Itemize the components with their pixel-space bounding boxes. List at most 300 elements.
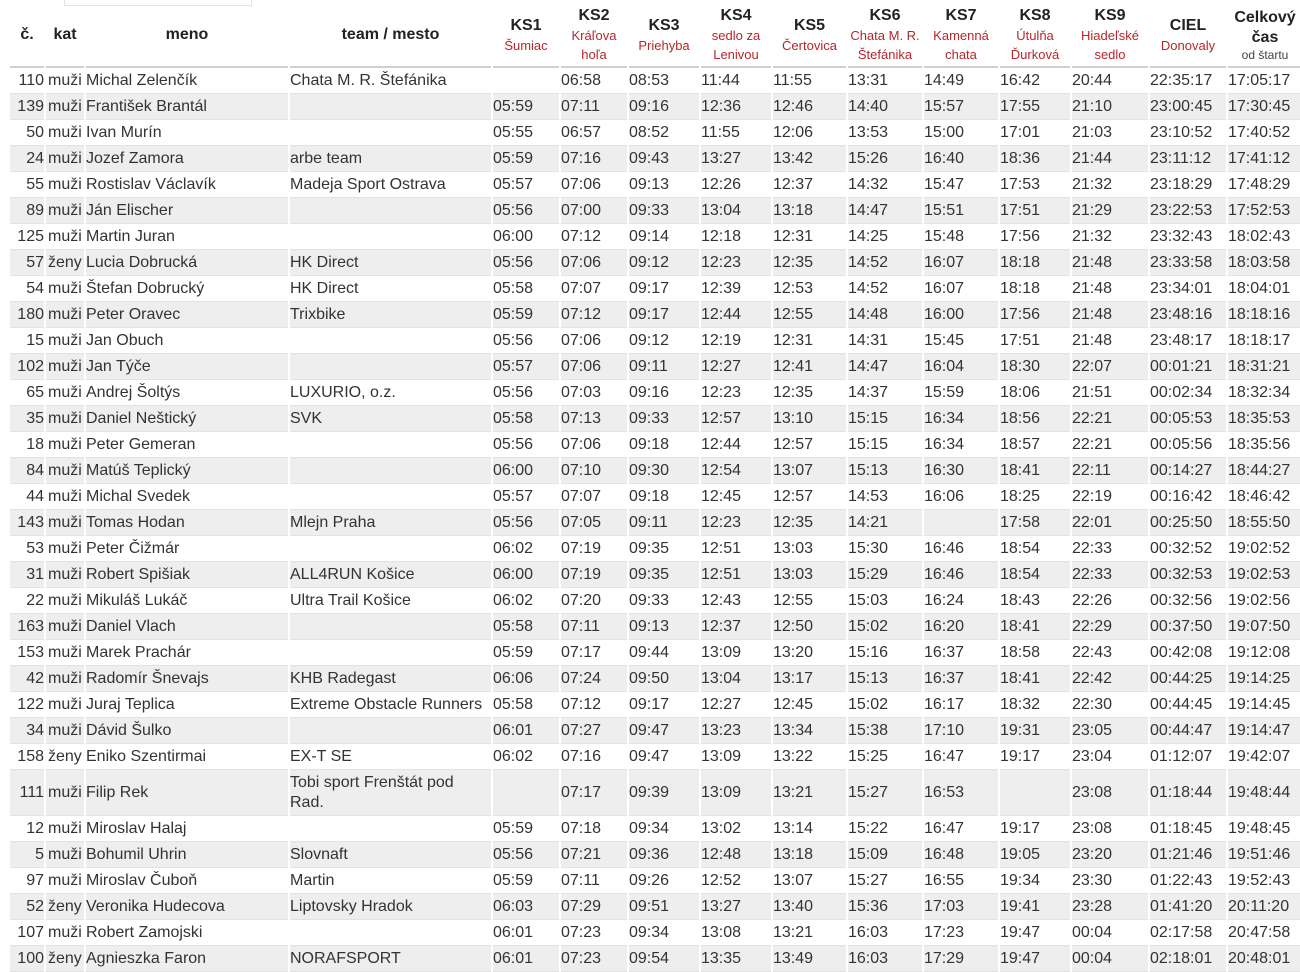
cell-ks7: 16:20 bbox=[924, 614, 998, 640]
cell-ks7: 16:07 bbox=[924, 276, 998, 302]
column-header-num bbox=[10, 4, 44, 68]
cell-ks8: 17:56 bbox=[1000, 302, 1070, 328]
cell-ks4: 12:44 bbox=[701, 302, 771, 328]
cell-num: 24 bbox=[10, 146, 44, 172]
cell-ks8 bbox=[1000, 770, 1070, 816]
cell-ks7: 14:49 bbox=[924, 68, 998, 94]
column-header-ks9 bbox=[1072, 4, 1148, 68]
cell-ks2: 07:11 bbox=[561, 868, 627, 894]
checkpoint-location: Priehyba bbox=[638, 37, 690, 53]
cell-team bbox=[290, 354, 491, 380]
cell-ks4: 12:23 bbox=[701, 510, 771, 536]
cell-ks2: 07:23 bbox=[561, 946, 627, 972]
cell-name: Jozef Zamora bbox=[86, 146, 288, 172]
cell-total: 18:35:53 bbox=[1228, 406, 1300, 432]
cell-ks5: 13:07 bbox=[773, 458, 846, 484]
cell-total: 19:14:25 bbox=[1228, 666, 1300, 692]
cell-ciel: 00:32:53 bbox=[1150, 562, 1226, 588]
cell-ks1: 06:02 bbox=[493, 588, 559, 614]
cell-ks6: 13:31 bbox=[848, 68, 922, 94]
cell-ks6: 15:27 bbox=[848, 868, 922, 894]
cell-num: 111 bbox=[10, 770, 44, 816]
column-header-team bbox=[290, 4, 491, 68]
cell-name: Dávid Šulko bbox=[86, 718, 288, 744]
cell-total: 19:12:08 bbox=[1228, 640, 1300, 666]
cell-ks1: 05:59 bbox=[493, 816, 559, 842]
table-row bbox=[10, 666, 1300, 692]
cell-ciel: 00:42:08 bbox=[1150, 640, 1226, 666]
cell-ks1: 05:59 bbox=[493, 302, 559, 328]
cell-ks6: 15:15 bbox=[848, 406, 922, 432]
cell-num: 52 bbox=[10, 894, 44, 920]
cell-kat: muži bbox=[46, 276, 84, 302]
cell-ks8: 17:53 bbox=[1000, 172, 1070, 198]
cell-ks6: 15:38 bbox=[848, 718, 922, 744]
cell-ks5: 12:50 bbox=[773, 614, 846, 640]
cell-ks9: 00:04 bbox=[1072, 946, 1148, 972]
cell-ks4: 12:23 bbox=[701, 380, 771, 406]
cell-ciel: 23:33:58 bbox=[1150, 250, 1226, 276]
cell-num: 110 bbox=[10, 68, 44, 94]
checkpoint-location: Hiadeľské sedlo bbox=[1081, 28, 1139, 62]
cell-ks3: 09:18 bbox=[629, 484, 699, 510]
cell-ks4: 12:57 bbox=[701, 406, 771, 432]
cell-ks1: 06:02 bbox=[493, 744, 559, 770]
cell-team: ALL4RUN Košice bbox=[290, 562, 491, 588]
cell-ks4: 11:55 bbox=[701, 120, 771, 146]
cell-team bbox=[290, 718, 491, 744]
cell-ks2: 07:27 bbox=[561, 718, 627, 744]
cell-ks1: 05:59 bbox=[493, 94, 559, 120]
cell-ks7: 15:51 bbox=[924, 198, 998, 224]
cell-total: 18:44:27 bbox=[1228, 458, 1300, 484]
cell-num: 122 bbox=[10, 692, 44, 718]
cell-ks1: 05:57 bbox=[493, 354, 559, 380]
cell-kat: muži bbox=[46, 328, 84, 354]
cell-ciel: 00:44:25 bbox=[1150, 666, 1226, 692]
cell-ks1: 06:01 bbox=[493, 946, 559, 972]
cell-ks9: 23:20 bbox=[1072, 842, 1148, 868]
column-header-ks7 bbox=[924, 4, 998, 68]
column-header-label: KS1 bbox=[510, 16, 542, 34]
cell-name: Daniel Neštický bbox=[86, 406, 288, 432]
cell-name: Andrej Šoltýs bbox=[86, 380, 288, 406]
cell-ks4: 13:09 bbox=[701, 640, 771, 666]
cell-ks1: 06:00 bbox=[493, 562, 559, 588]
cell-ks8: 18:18 bbox=[1000, 250, 1070, 276]
cell-total: 19:02:56 bbox=[1228, 588, 1300, 614]
cell-team bbox=[290, 614, 491, 640]
cell-ks4: 12:52 bbox=[701, 868, 771, 894]
cell-ks6: 15:25 bbox=[848, 744, 922, 770]
cell-kat: muži bbox=[46, 920, 84, 946]
cell-ks3: 09:36 bbox=[629, 842, 699, 868]
cell-name: František Brantál bbox=[86, 94, 288, 120]
cell-ks1: 06:00 bbox=[493, 224, 559, 250]
cell-team bbox=[290, 640, 491, 666]
table-row bbox=[10, 894, 1300, 920]
cell-ks1: 05:56 bbox=[493, 380, 559, 406]
cell-ks2: 07:12 bbox=[561, 224, 627, 250]
cell-name: Agnieszka Faron bbox=[86, 946, 288, 972]
cell-ks6: 15:13 bbox=[848, 666, 922, 692]
cell-ks6: 14:31 bbox=[848, 328, 922, 354]
cell-ks8: 17:01 bbox=[1000, 120, 1070, 146]
cell-num: 53 bbox=[10, 536, 44, 562]
cell-ks2: 07:24 bbox=[561, 666, 627, 692]
column-header-label: KS2 bbox=[578, 7, 610, 24]
cell-ciel: 23:48:17 bbox=[1150, 328, 1226, 354]
cell-ks1: 05:58 bbox=[493, 692, 559, 718]
cell-name: Ivan Murín bbox=[86, 120, 288, 146]
cell-team: SVK bbox=[290, 406, 491, 432]
cell-kat: ženy bbox=[46, 744, 84, 770]
cell-num: 139 bbox=[10, 94, 44, 120]
cell-ks7: 15:45 bbox=[924, 328, 998, 354]
cell-name: Štefan Dobrucký bbox=[86, 276, 288, 302]
cell-ks6: 14:21 bbox=[848, 510, 922, 536]
cell-ks2: 06:58 bbox=[561, 68, 627, 94]
cell-ks9: 23:05 bbox=[1072, 718, 1148, 744]
cell-ks3: 09:18 bbox=[629, 432, 699, 458]
cell-ks9: 21:29 bbox=[1072, 198, 1148, 224]
cell-ks2: 07:18 bbox=[561, 816, 627, 842]
cell-ciel: 01:18:45 bbox=[1150, 816, 1226, 842]
cell-ks8: 17:51 bbox=[1000, 198, 1070, 224]
cell-ks9: 20:44 bbox=[1072, 68, 1148, 94]
cell-ks4: 12:44 bbox=[701, 432, 771, 458]
cell-ks7: 15:47 bbox=[924, 172, 998, 198]
cell-ks2: 07:07 bbox=[561, 484, 627, 510]
cell-num: 153 bbox=[10, 640, 44, 666]
checkpoint-location: Šumiac bbox=[504, 37, 548, 53]
cell-name: Eniko Szentirmai bbox=[86, 744, 288, 770]
cell-ks3: 08:52 bbox=[629, 120, 699, 146]
cell-ks6: 16:03 bbox=[848, 920, 922, 946]
column-header-ks2 bbox=[561, 4, 627, 68]
column-header-ks6 bbox=[848, 4, 922, 68]
cell-ks3: 09:26 bbox=[629, 868, 699, 894]
cell-name: Bohumil Uhrin bbox=[86, 842, 288, 868]
cell-ks1: 05:56 bbox=[493, 510, 559, 536]
cell-ks4: 12:43 bbox=[701, 588, 771, 614]
cell-ks6: 15:09 bbox=[848, 842, 922, 868]
cell-ks2: 07:11 bbox=[561, 614, 627, 640]
cell-ks2: 07:12 bbox=[561, 302, 627, 328]
cell-kat: muži bbox=[46, 94, 84, 120]
cell-ks8: 19:41 bbox=[1000, 894, 1070, 920]
cell-ks7: 16:00 bbox=[924, 302, 998, 328]
cell-num: 55 bbox=[10, 172, 44, 198]
table-header bbox=[10, 4, 1300, 68]
cell-ks6: 13:53 bbox=[848, 120, 922, 146]
cell-ciel: 23:18:29 bbox=[1150, 172, 1226, 198]
cell-ks8: 19:47 bbox=[1000, 946, 1070, 972]
cell-ciel: 00:25:50 bbox=[1150, 510, 1226, 536]
cell-ks1: 05:56 bbox=[493, 198, 559, 224]
cell-ks1: 05:58 bbox=[493, 276, 559, 302]
column-header-ks3 bbox=[629, 4, 699, 68]
cell-ks8: 17:51 bbox=[1000, 328, 1070, 354]
cell-ks5: 13:03 bbox=[773, 562, 846, 588]
cell-total: 18:35:56 bbox=[1228, 432, 1300, 458]
cell-ks8: 19:17 bbox=[1000, 744, 1070, 770]
table-row bbox=[10, 250, 1300, 276]
column-header-kat bbox=[46, 4, 84, 68]
column-header-ks5 bbox=[773, 4, 846, 68]
cell-ks9: 22:33 bbox=[1072, 536, 1148, 562]
cell-team: Ultra Trail Košice bbox=[290, 588, 491, 614]
cell-ks1: 06:01 bbox=[493, 920, 559, 946]
cell-ciel: 01:22:43 bbox=[1150, 868, 1226, 894]
cell-ciel: 00:05:53 bbox=[1150, 406, 1226, 432]
cell-ks6: 15:22 bbox=[848, 816, 922, 842]
cell-ks2: 07:12 bbox=[561, 692, 627, 718]
cell-ks7: 16:37 bbox=[924, 666, 998, 692]
cell-ks9: 21:51 bbox=[1072, 380, 1148, 406]
cell-num: 15 bbox=[10, 328, 44, 354]
cell-ks3: 09:43 bbox=[629, 146, 699, 172]
cell-kat: muži bbox=[46, 354, 84, 380]
cell-ciel: 00:32:52 bbox=[1150, 536, 1226, 562]
cell-ks1: 06:06 bbox=[493, 666, 559, 692]
cell-ks3: 09:35 bbox=[629, 536, 699, 562]
cell-ks8: 19:17 bbox=[1000, 816, 1070, 842]
cell-ks4: 13:08 bbox=[701, 920, 771, 946]
cell-num: 180 bbox=[10, 302, 44, 328]
cell-ks7: 16:04 bbox=[924, 354, 998, 380]
cell-name: Filip Rek bbox=[86, 770, 288, 816]
cell-ks1: 05:59 bbox=[493, 146, 559, 172]
cell-ks7: 16:46 bbox=[924, 562, 998, 588]
checkpoint-location: Donovaly bbox=[1160, 37, 1216, 53]
cell-ks5: 12:57 bbox=[773, 484, 846, 510]
table-row bbox=[10, 744, 1300, 770]
cell-ciel: 23:32:43 bbox=[1150, 224, 1226, 250]
cell-ks9: 21:03 bbox=[1072, 120, 1148, 146]
cell-ks7: 16:30 bbox=[924, 458, 998, 484]
cell-ks7: 15:57 bbox=[924, 94, 998, 120]
cell-ks7 bbox=[924, 510, 998, 536]
cell-ks3: 09:17 bbox=[629, 692, 699, 718]
cell-total: 20:47:58 bbox=[1228, 920, 1300, 946]
table-row bbox=[10, 614, 1300, 640]
cell-team bbox=[290, 328, 491, 354]
cell-ks6: 15:30 bbox=[848, 536, 922, 562]
cell-num: 22 bbox=[10, 588, 44, 614]
cell-num: 18 bbox=[10, 432, 44, 458]
table-row bbox=[10, 920, 1300, 946]
column-header-name bbox=[86, 4, 288, 68]
cell-kat: muži bbox=[46, 842, 84, 868]
column-header-label: č. bbox=[20, 26, 34, 43]
cell-kat: muži bbox=[46, 224, 84, 250]
cell-ks8: 18:41 bbox=[1000, 458, 1070, 484]
column-header-label: KS9 bbox=[1094, 7, 1126, 24]
cell-ks9: 00:04 bbox=[1072, 920, 1148, 946]
cell-ks8: 18:41 bbox=[1000, 614, 1070, 640]
cell-ks8: 18:36 bbox=[1000, 146, 1070, 172]
cell-ks1 bbox=[493, 68, 559, 94]
cell-team: Martin bbox=[290, 868, 491, 894]
cell-name: Michal Svedek bbox=[86, 484, 288, 510]
column-header-ks8 bbox=[1000, 4, 1070, 68]
cell-kat: muži bbox=[46, 614, 84, 640]
cell-num: 50 bbox=[10, 120, 44, 146]
cell-team bbox=[290, 94, 491, 120]
cell-total: 18:32:34 bbox=[1228, 380, 1300, 406]
cell-ks2: 07:16 bbox=[561, 146, 627, 172]
cell-ks5: 13:40 bbox=[773, 894, 846, 920]
cell-ks5: 11:55 bbox=[773, 68, 846, 94]
cell-ks2: 07:19 bbox=[561, 536, 627, 562]
cell-team bbox=[290, 224, 491, 250]
cell-team bbox=[290, 198, 491, 224]
cell-ks8: 19:05 bbox=[1000, 842, 1070, 868]
cell-ks6: 14:52 bbox=[848, 276, 922, 302]
cell-ks9: 22:30 bbox=[1072, 692, 1148, 718]
cell-team: KHB Radegast bbox=[290, 666, 491, 692]
cell-ks7: 17:29 bbox=[924, 946, 998, 972]
cell-ks6: 15:29 bbox=[848, 562, 922, 588]
cell-ks2: 06:57 bbox=[561, 120, 627, 146]
cell-ks5: 12:46 bbox=[773, 94, 846, 120]
cell-ks3: 09:11 bbox=[629, 354, 699, 380]
cell-num: 84 bbox=[10, 458, 44, 484]
cell-ks2: 07:07 bbox=[561, 276, 627, 302]
cell-kat: muži bbox=[46, 146, 84, 172]
cell-team: Tobi sport Frenštát pod Rad. bbox=[290, 770, 491, 816]
cell-ks8: 19:47 bbox=[1000, 920, 1070, 946]
cell-ciel: 02:17:58 bbox=[1150, 920, 1226, 946]
cell-ks8: 18:25 bbox=[1000, 484, 1070, 510]
cell-team bbox=[290, 432, 491, 458]
cell-ks8: 18:54 bbox=[1000, 536, 1070, 562]
cell-num: 44 bbox=[10, 484, 44, 510]
cell-ciel: 23:34:01 bbox=[1150, 276, 1226, 302]
cell-ks5: 12:06 bbox=[773, 120, 846, 146]
table-row bbox=[10, 94, 1300, 120]
cell-ks5: 13:10 bbox=[773, 406, 846, 432]
column-header-label: KS3 bbox=[648, 16, 680, 34]
cell-ks4: 13:35 bbox=[701, 946, 771, 972]
cell-ks6: 15:26 bbox=[848, 146, 922, 172]
cell-ks7: 15:48 bbox=[924, 224, 998, 250]
cell-ks9: 21:32 bbox=[1072, 224, 1148, 250]
cell-ks6: 15:13 bbox=[848, 458, 922, 484]
cell-total: 18:18:16 bbox=[1228, 302, 1300, 328]
cell-ks8: 18:57 bbox=[1000, 432, 1070, 458]
cell-num: 34 bbox=[10, 718, 44, 744]
cell-ks2: 07:16 bbox=[561, 744, 627, 770]
cell-total: 19:14:47 bbox=[1228, 718, 1300, 744]
cell-ks3: 09:14 bbox=[629, 224, 699, 250]
cell-name: Tomas Hodan bbox=[86, 510, 288, 536]
cell-total: 18:04:01 bbox=[1228, 276, 1300, 302]
cell-team bbox=[290, 536, 491, 562]
cell-total: 17:52:53 bbox=[1228, 198, 1300, 224]
cell-ciel: 00:32:56 bbox=[1150, 588, 1226, 614]
cell-ks5: 12:31 bbox=[773, 328, 846, 354]
cell-total: 19:42:07 bbox=[1228, 744, 1300, 770]
cell-ks9: 23:04 bbox=[1072, 744, 1148, 770]
cell-total: 20:11:20 bbox=[1228, 894, 1300, 920]
cell-kat: ženy bbox=[46, 250, 84, 276]
cell-kat: ženy bbox=[46, 894, 84, 920]
cell-name: Ján Elischer bbox=[86, 198, 288, 224]
cell-ks1: 05:59 bbox=[493, 868, 559, 894]
cell-ks5: 12:57 bbox=[773, 432, 846, 458]
cell-ks2: 07:06 bbox=[561, 432, 627, 458]
cell-ks4: 13:04 bbox=[701, 666, 771, 692]
cell-ciel: 01:12:07 bbox=[1150, 744, 1226, 770]
checkpoint-location: Útulňa Ďurková bbox=[1010, 28, 1060, 62]
column-header-ks4 bbox=[701, 4, 771, 68]
table-row bbox=[10, 842, 1300, 868]
cell-kat: muži bbox=[46, 588, 84, 614]
cell-ks9: 21:48 bbox=[1072, 302, 1148, 328]
cell-ks4: 12:26 bbox=[701, 172, 771, 198]
cell-ks2: 07:29 bbox=[561, 894, 627, 920]
cell-ks4: 12:45 bbox=[701, 484, 771, 510]
cell-num: 42 bbox=[10, 666, 44, 692]
cell-ks4: 12:23 bbox=[701, 250, 771, 276]
cell-ks2: 07:23 bbox=[561, 920, 627, 946]
column-header-label: KS4 bbox=[720, 7, 752, 24]
cell-ks4: 12:51 bbox=[701, 562, 771, 588]
cell-ks3: 09:13 bbox=[629, 614, 699, 640]
cell-ks2: 07:13 bbox=[561, 406, 627, 432]
cell-ks3: 09:17 bbox=[629, 276, 699, 302]
cell-ks7: 16:55 bbox=[924, 868, 998, 894]
cell-ks8: 18:06 bbox=[1000, 380, 1070, 406]
cell-ks6: 15:02 bbox=[848, 692, 922, 718]
table-row bbox=[10, 868, 1300, 894]
cell-ks3: 09:35 bbox=[629, 562, 699, 588]
cell-kat: ženy bbox=[46, 946, 84, 972]
cell-ks7: 16:48 bbox=[924, 842, 998, 868]
cell-num: 5 bbox=[10, 842, 44, 868]
cell-ks9: 21:10 bbox=[1072, 94, 1148, 120]
cell-ks7: 15:00 bbox=[924, 120, 998, 146]
cell-team bbox=[290, 458, 491, 484]
cell-ks2: 07:06 bbox=[561, 172, 627, 198]
table-row bbox=[10, 146, 1300, 172]
cell-ks3: 09:50 bbox=[629, 666, 699, 692]
cell-team: Mlejn Praha bbox=[290, 510, 491, 536]
cell-kat: muži bbox=[46, 406, 84, 432]
table-row bbox=[10, 946, 1300, 972]
cell-team: HK Direct bbox=[290, 250, 491, 276]
cell-ks4: 13:09 bbox=[701, 744, 771, 770]
cell-ks9: 22:11 bbox=[1072, 458, 1148, 484]
cell-name: Peter Gemeran bbox=[86, 432, 288, 458]
cell-ks3: 09:47 bbox=[629, 718, 699, 744]
cell-ks9: 22:19 bbox=[1072, 484, 1148, 510]
cell-team: NORAFSPORT bbox=[290, 946, 491, 972]
cell-total: 19:07:50 bbox=[1228, 614, 1300, 640]
cell-ks1: 05:56 bbox=[493, 842, 559, 868]
checkpoint-location: Chata M. R. Štefánika bbox=[850, 28, 920, 62]
cell-ks8: 19:34 bbox=[1000, 868, 1070, 894]
cell-name: Miroslav Halaj bbox=[86, 816, 288, 842]
cell-ks9: 23:30 bbox=[1072, 868, 1148, 894]
cell-ks5: 12:35 bbox=[773, 380, 846, 406]
cell-name: Martin Juran bbox=[86, 224, 288, 250]
cell-ks8: 18:56 bbox=[1000, 406, 1070, 432]
cell-num: 89 bbox=[10, 198, 44, 224]
cell-ks4: 12:54 bbox=[701, 458, 771, 484]
